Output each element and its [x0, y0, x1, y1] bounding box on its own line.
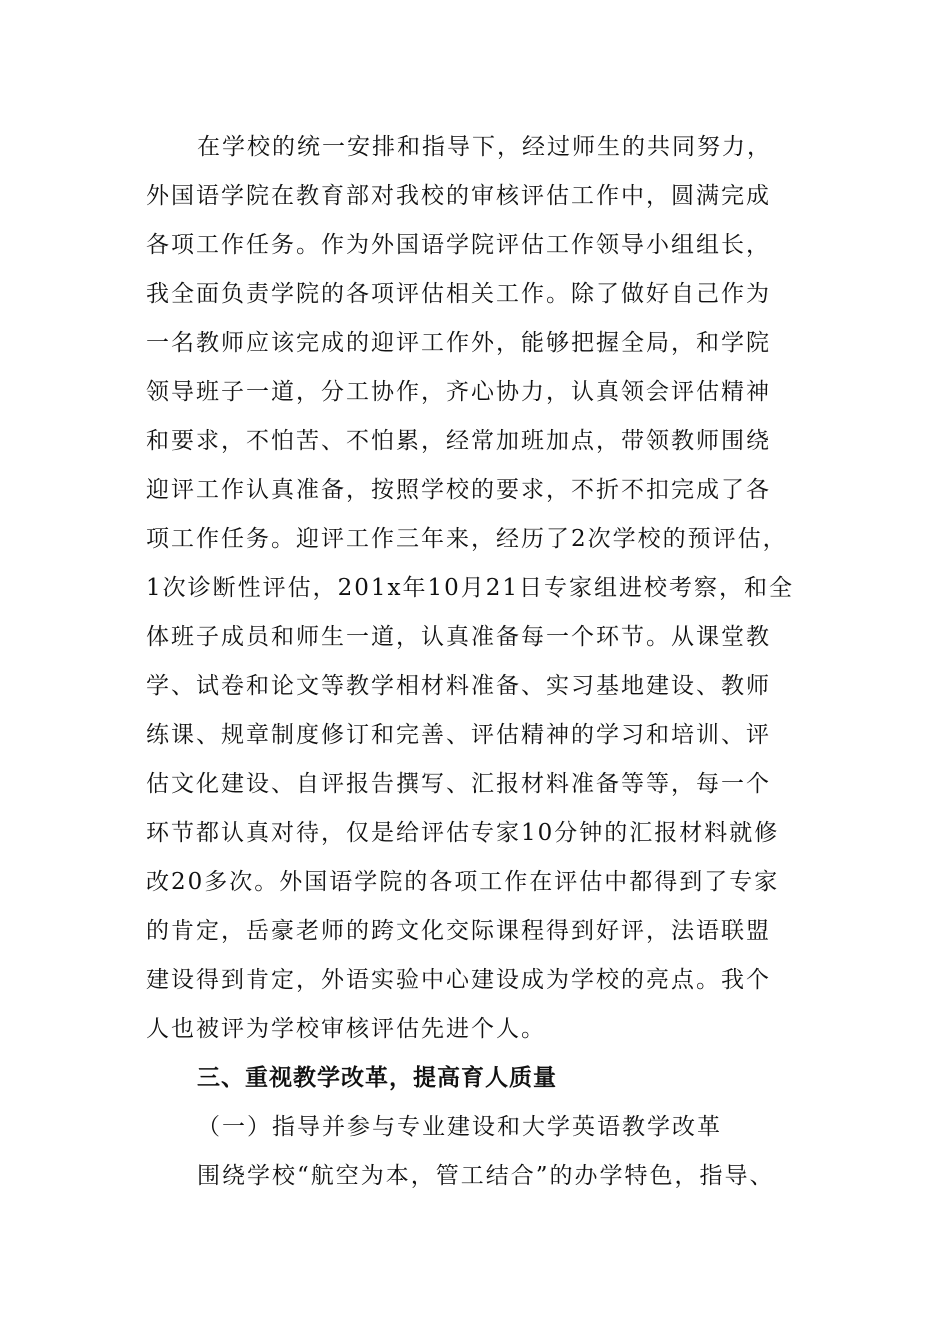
paragraph-line: 在学校的统一安排和指导下，经过师生的共同努力， [197, 134, 772, 160]
paragraph-line: 一名教师应该完成的迎评工作外，能够把握全局，和学院 [146, 330, 771, 356]
paragraph-line: 1次诊断性评估，201x年10月21日专家组进校考察，和全 [146, 575, 795, 601]
paragraph-line: 练课、规章制度修订和完善、评估精神的学习和培训、评 [146, 722, 771, 748]
paragraph-line: 学、试卷和论文等教学相材料准备、实习基地建设、教师 [146, 673, 771, 699]
paragraph-line: 的肯定，岳豪老师的跨文化交际课程得到好评，法语联盟 [146, 918, 771, 944]
paragraph-line: 人也被评为学校审核评估先进个人。 [146, 1016, 546, 1042]
section-heading: 三、重视教学改革，提高育人质量 [197, 1065, 557, 1091]
paragraph-line: 和要求，不怕苦、不怕累，经常加班加点，带领教师围绕 [146, 428, 771, 454]
paragraph-line: 估文化建设、自评报告撰写、汇报材料准备等等，每一个 [146, 771, 771, 797]
paragraph-line: 围绕学校“航空为本，管工结合”的办学特色，指导、 [197, 1163, 775, 1189]
paragraph-line: 迎评工作认真准备，按照学校的要求，不折不扣完成了各 [146, 477, 771, 503]
paragraph-line: 项工作任务。迎评工作三年来，经历了2次学校的预评估， [146, 526, 788, 552]
paragraph-line: 我全面负责学院的各项评估相关工作。除了做好自己作为 [146, 281, 771, 307]
paragraph-line: 领导班子一道，分工协作，齐心协力，认真领会评估精神 [146, 379, 771, 405]
paragraph-line: 外国语学院在教育部对我校的审核评估工作中，圆满完成 [146, 183, 771, 209]
paragraph-line: 建设得到肯定，外语实验中心建设成为学校的亮点。我个 [146, 967, 771, 993]
paragraph-line: 各项工作任务。作为外国语学院评估工作领导小组组长， [146, 232, 771, 258]
subsection-heading: （一）指导并参与专业建设和大学英语教学改革 [197, 1114, 722, 1140]
paragraph-line: 体班子成员和师生一道，认真准备每一个环节。从课堂教 [146, 624, 771, 650]
paragraph-line: 改20多次。外国语学院的各项工作在评估中都得到了专家 [146, 869, 780, 895]
paragraph-line: 环节都认真对待，仅是给评估专家10分钟的汇报材料就修 [146, 820, 780, 846]
